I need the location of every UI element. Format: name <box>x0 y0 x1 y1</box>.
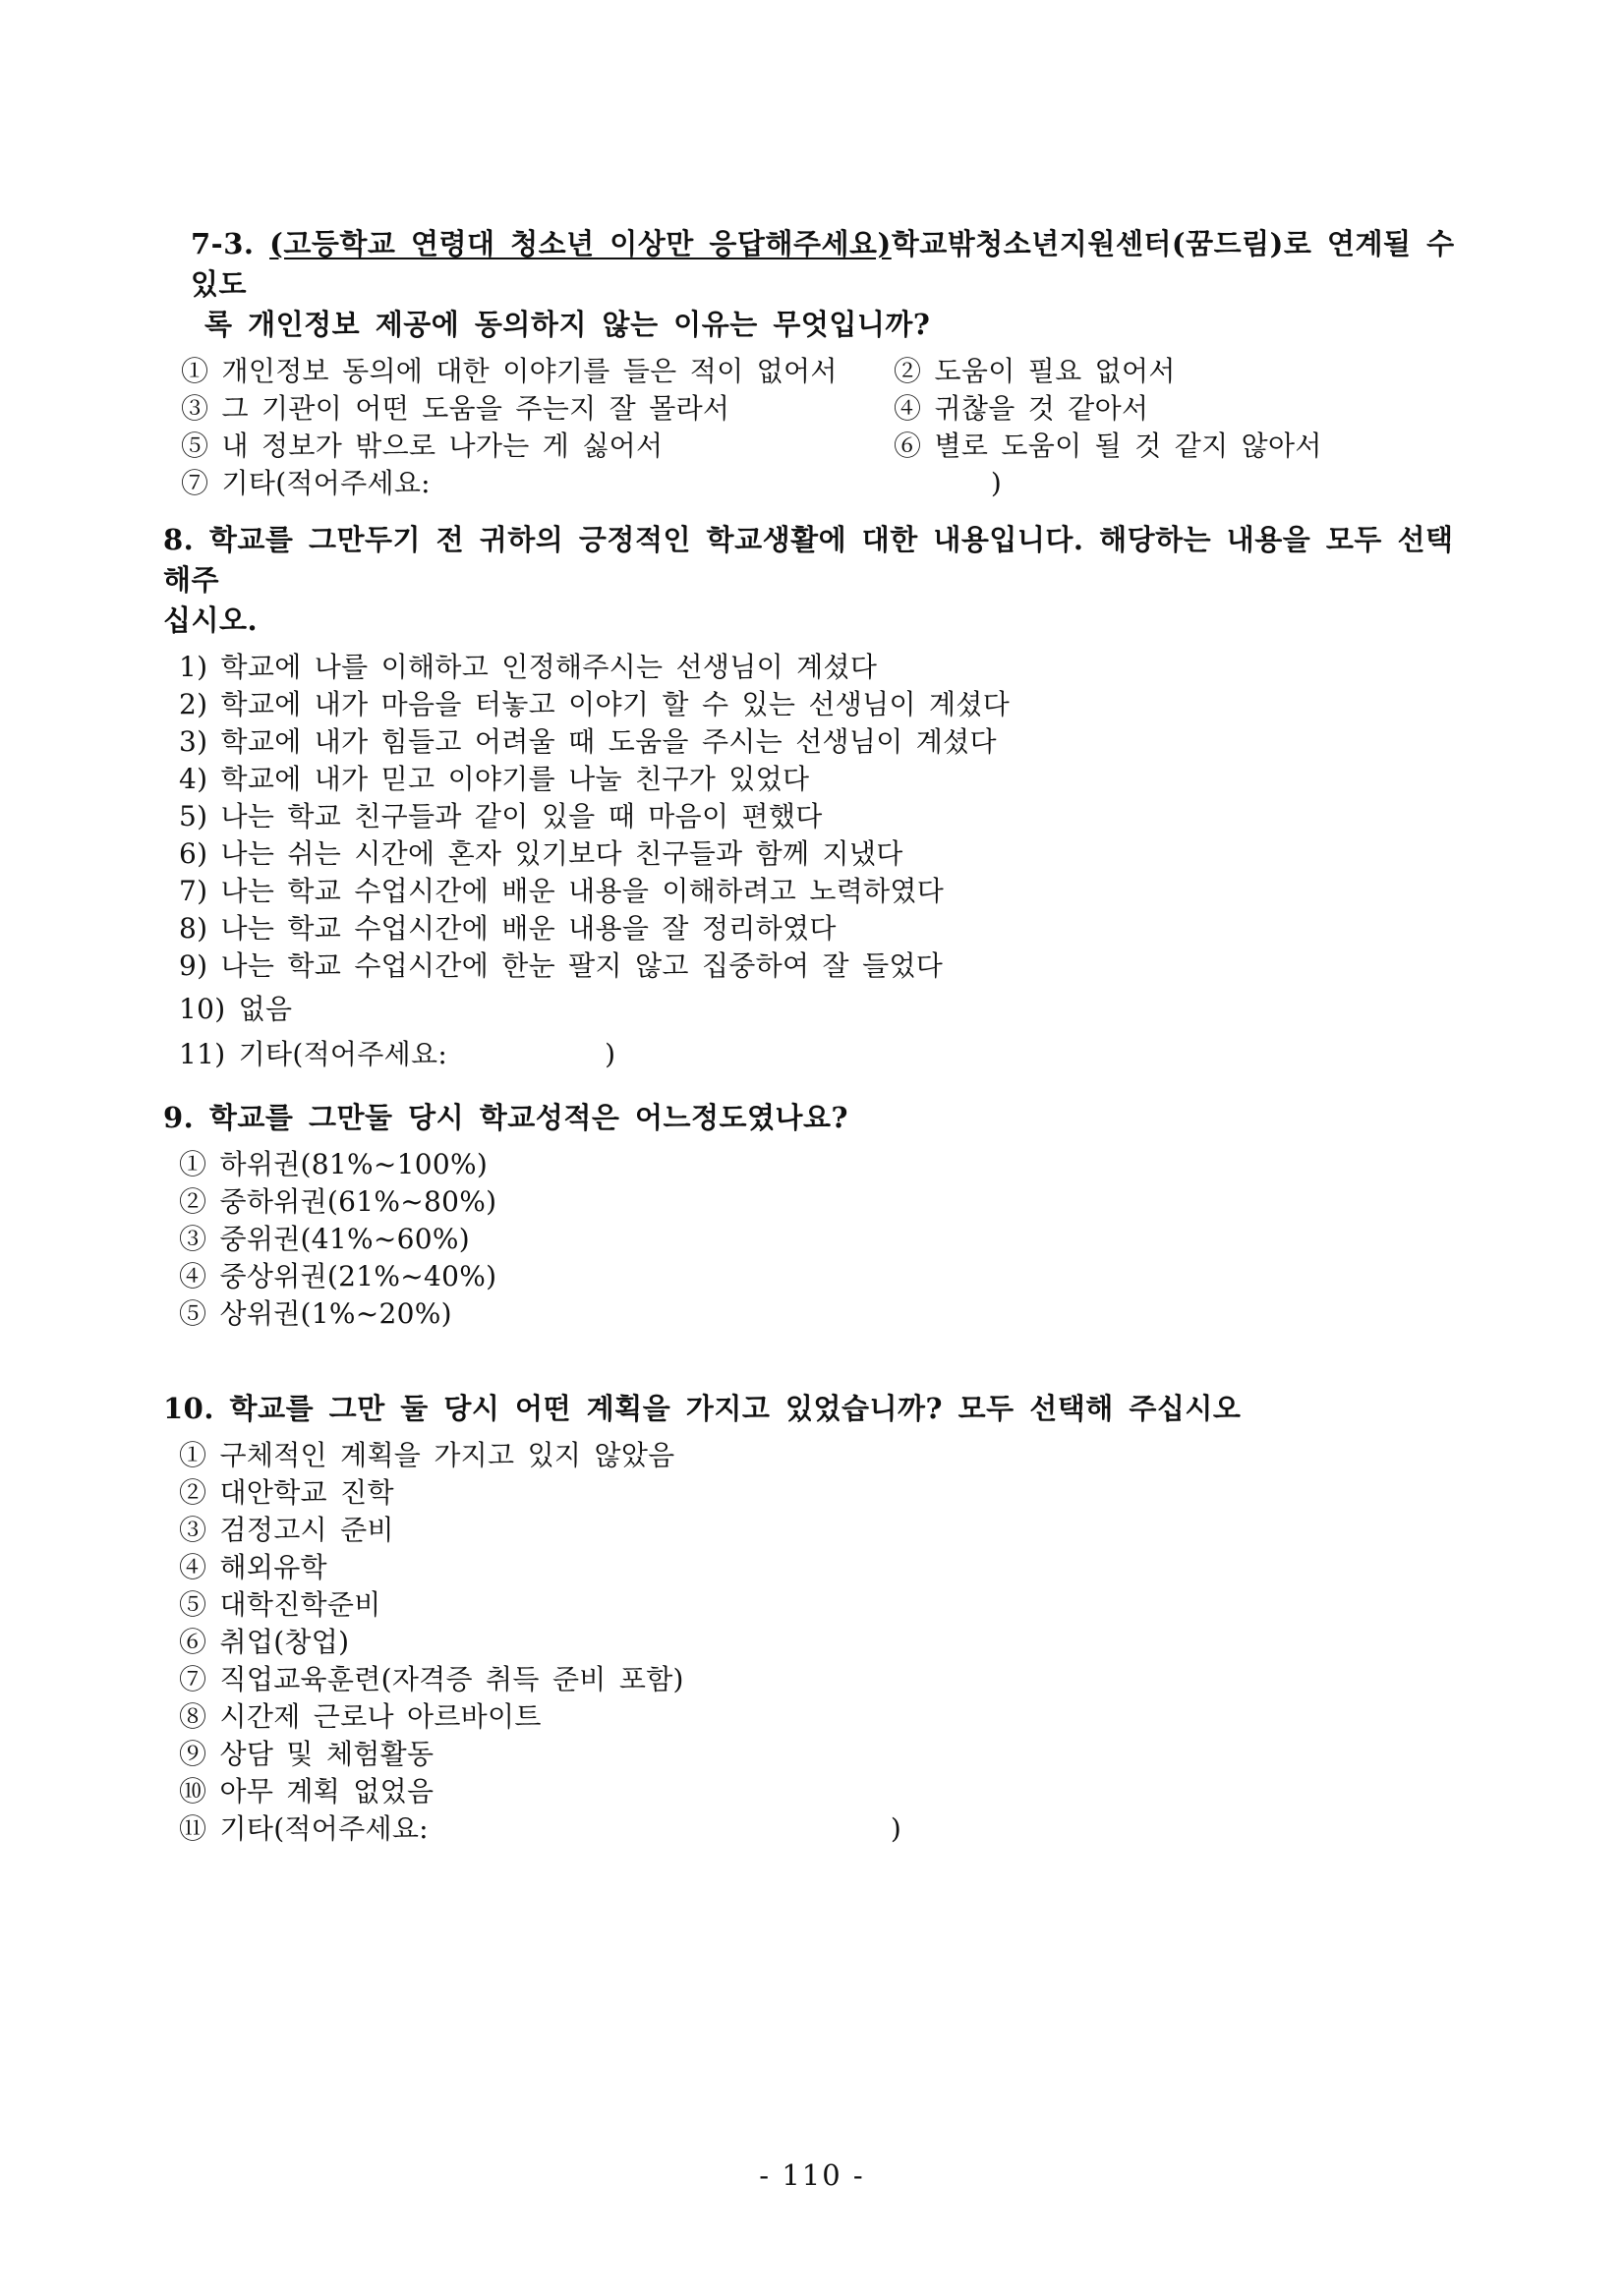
question-number: 7-3. <box>191 227 255 260</box>
question-8 <box>163 520 1480 1073</box>
option-other-close: ) <box>890 1812 902 1845</box>
option-item[interactable]: ⑤ 내 정보가 밖으로 나가는 게 싫어서 <box>181 430 664 462</box>
option-item[interactable]: ⑩ 아무 계획 없었음 <box>179 1775 435 1808</box>
option-item[interactable]: 4) 학교에 내가 믿고 이야기를 나눌 친구가 있었다 <box>179 763 810 795</box>
option-item[interactable]: 10) 없음 <box>179 993 293 1025</box>
question-title <box>163 224 1480 345</box>
options-list <box>163 1146 1480 1333</box>
option-item[interactable]: 7) 나는 학교 수업시간에 배운 내용을 이해하려고 노력하였다 <box>179 875 945 907</box>
option-other-close: ) <box>990 467 1003 499</box>
option-item[interactable]: 3) 학교에 내가 힘들고 어려울 때 도움을 주시는 선생님이 계셨다 <box>179 725 997 758</box>
question-7-3 <box>163 224 1480 502</box>
option-item[interactable]: ⑤ 상위권(1%~20%) <box>179 1297 452 1330</box>
question-10 <box>163 1389 1480 1848</box>
question-title-text: 학교밖청소년지원센터(꿈드림)로 연계될 수 있도 <box>191 227 1455 301</box>
option-item[interactable]: ⑦ 직업교육훈련(자격증 취득 준비 포함) <box>179 1663 684 1695</box>
option-item[interactable]: ⑧ 시간제 근로나 아르바이트 <box>179 1700 542 1733</box>
option-item[interactable]: ① 개인정보 동의에 대한 이야기를 들은 적이 없어서 <box>181 355 838 387</box>
question-title-line1: 8. 학교를 그만두기 전 귀하의 긍정적인 학교생활에 대한 내용입니다. 해당하는 내용을 모두 선택해주 <box>163 523 1454 597</box>
option-item[interactable]: ② 중하위권(61%~80%) <box>179 1185 497 1218</box>
option-item[interactable]: ① 하위권(81%~100%) <box>179 1148 489 1180</box>
question-9 <box>163 1098 1480 1333</box>
option-other[interactable] <box>163 465 1480 502</box>
option-other[interactable] <box>179 1036 1480 1073</box>
option-item[interactable]: ⑤ 대학진학준비 <box>179 1588 381 1621</box>
option-item[interactable]: ④ 중상위권(21%~40%) <box>179 1260 497 1292</box>
option-item[interactable]: ③ 그 기관이 어떤 도움을 주는지 잘 몰라서 <box>181 392 730 425</box>
question-title: 10. 학교를 그만 둘 당시 어떤 계획을 가지고 있었습니까? 모두 선택해 주십시오 <box>163 1392 1242 1425</box>
option-item[interactable]: ④ 귀찮을 것 같아서 <box>894 392 1149 425</box>
options-list <box>163 1437 1480 1848</box>
option-other-label: ⑦ 기타(적어주세요: <box>181 467 431 499</box>
option-item[interactable]: ③ 중위권(41%~60%) <box>179 1223 471 1255</box>
option-item[interactable]: ④ 해외유학 <box>179 1551 327 1583</box>
question-title-line2: 십시오. <box>163 603 259 637</box>
option-other-label: ⑪ 기타(적어주세요: <box>179 1812 429 1845</box>
option-item[interactable]: ② 도움이 필요 없어서 <box>894 355 1176 387</box>
option-item[interactable]: ① 구체적인 계획을 가지고 있지 않았음 <box>179 1439 675 1471</box>
options-list <box>163 649 1480 1073</box>
option-item[interactable]: ③ 검정고시 준비 <box>179 1514 394 1546</box>
option-item[interactable]: ② 대안학교 진학 <box>179 1476 394 1509</box>
question-title-line2: 록 개인정보 제공에 동의하지 않는 이유는 무엇입니까? <box>204 308 931 341</box>
question-condition: (고등학교 연령대 청소년 이상만 응답해주세요) <box>269 227 892 260</box>
question-title <box>163 520 1480 641</box>
option-item[interactable]: 5) 나는 학교 친구들과 같이 있을 때 마음이 편했다 <box>179 800 823 832</box>
page-number: - 110 - <box>759 2158 865 2192</box>
option-item[interactable]: 2) 학교에 내가 마음을 터놓고 이야기 할 수 있는 선생님이 계셨다 <box>179 688 1011 720</box>
option-other-close: ) <box>605 1038 616 1070</box>
option-other[interactable] <box>179 1810 1480 1848</box>
option-item[interactable]: 8) 나는 학교 수업시간에 배운 내용을 잘 정리하였다 <box>179 912 837 945</box>
option-item[interactable]: 6) 나는 쉬는 시간에 혼자 있기보다 친구들과 함께 지냈다 <box>179 837 903 870</box>
option-item[interactable]: 9) 나는 학교 수업시간에 한눈 팔지 않고 집중하여 잘 들었다 <box>179 949 944 982</box>
option-item[interactable]: ⑥ 별로 도움이 될 것 같지 않아서 <box>894 430 1322 462</box>
question-title: 9. 학교를 그만둘 당시 학교성적은 어느정도였나요? <box>163 1101 849 1134</box>
options-grid <box>163 353 1480 465</box>
option-item[interactable]: 1) 학교에 나를 이해하고 인정해주시는 선생님이 계셨다 <box>179 651 878 683</box>
option-item[interactable]: ⑥ 취업(창업) <box>179 1626 350 1658</box>
option-item[interactable]: ⑨ 상담 및 체험활동 <box>179 1738 435 1770</box>
option-other-label: 11) 기타(적어주세요: <box>179 1038 448 1070</box>
